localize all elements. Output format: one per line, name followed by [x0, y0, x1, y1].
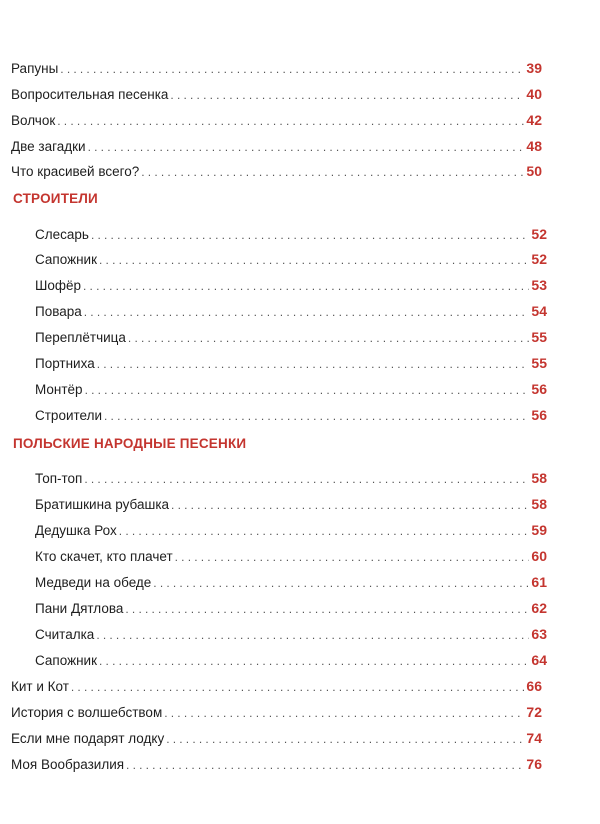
section-heading-builders[interactable]: СТРОИТЕЛИ: [13, 191, 98, 206]
toc-entry[interactable]: [35, 405, 547, 425]
dot-leader: [128, 328, 530, 348]
toc-entry-page: 54: [531, 303, 547, 319]
dot-leader: [153, 573, 529, 593]
toc-entry-title: Кто скачет, кто плачет: [35, 549, 173, 564]
dot-leader: [57, 111, 524, 131]
toc-entry[interactable]: [35, 301, 547, 321]
toc-entry-title: Слесарь: [35, 227, 89, 242]
dot-leader: [97, 354, 530, 374]
toc-entry[interactable]: [11, 58, 542, 78]
toc-entry[interactable]: [35, 379, 547, 399]
toc-entry-title: Считалка: [35, 627, 95, 642]
toc-entry-page: 66: [526, 678, 542, 694]
toc-entry-title: Переплётчица: [35, 330, 126, 345]
dot-leader: [104, 406, 529, 426]
toc-entry-page: 55: [531, 355, 547, 371]
toc-entry[interactable]: [35, 353, 547, 373]
toc-entry-page: 72: [526, 704, 542, 720]
toc-entry-title: Братишкина рубашка: [35, 497, 170, 512]
toc-entry-title: Что красивей всего?: [11, 164, 140, 179]
toc-entry-page: 39: [526, 60, 542, 76]
toc-entry-page: 60: [531, 548, 547, 564]
toc-entry-title: Моя Вообразилия: [11, 757, 125, 772]
toc-entry[interactable]: [35, 275, 547, 295]
toc-entry[interactable]: [35, 520, 547, 540]
toc-entry-title: Дедушка Рох: [35, 523, 117, 538]
toc-entry[interactable]: [35, 572, 547, 592]
dot-leader: [96, 625, 529, 645]
toc-entry-title: Повара: [35, 304, 82, 319]
toc-entry-page: 50: [526, 163, 542, 179]
toc-entry-title: Топ-топ: [35, 471, 83, 486]
toc-entry-title: Медведи на обеде: [35, 575, 152, 590]
toc-entry[interactable]: [35, 624, 547, 644]
dot-leader: [141, 162, 524, 182]
toc-entry-title: Рапуны: [11, 61, 59, 76]
dot-leader: [83, 276, 529, 296]
toc-entry[interactable]: [11, 728, 542, 748]
toc-entry-page: 58: [531, 470, 547, 486]
toc-entry-page: 48: [526, 138, 542, 154]
toc-entry[interactable]: [11, 110, 542, 130]
dot-leader: [91, 225, 529, 245]
toc-entry-page: 55: [531, 329, 547, 345]
toc-entry[interactable]: [35, 327, 547, 347]
toc-entry-title: История с волшебством: [11, 705, 163, 720]
toc-entry-page: 59: [531, 522, 547, 538]
dot-leader: [164, 703, 524, 723]
toc-entry[interactable]: [11, 136, 542, 156]
toc-entry-title: Волчок: [11, 113, 56, 128]
toc-entry-page: 74: [526, 730, 542, 746]
toc-entry-title: Строители: [35, 408, 102, 423]
toc-entry-page: 61: [531, 574, 547, 590]
toc-entry[interactable]: [11, 676, 542, 696]
toc-entry[interactable]: [35, 249, 547, 269]
toc-entry-title: Кит и Кот: [11, 679, 69, 694]
toc-entry-title: Если мне подарят лодку: [11, 731, 165, 746]
toc-entry-page: 53: [531, 277, 547, 293]
toc-entry[interactable]: [11, 754, 542, 774]
toc-entry-title: Две загадки: [11, 139, 86, 154]
toc-entry[interactable]: [11, 702, 542, 722]
dot-leader: [60, 59, 524, 79]
dot-leader: [170, 85, 524, 105]
toc-entry-page: 64: [531, 652, 547, 668]
dot-leader: [171, 495, 529, 515]
dot-leader: [84, 469, 529, 489]
dot-leader: [126, 755, 524, 775]
toc-entry-title: Портниха: [35, 356, 95, 371]
dot-leader: [125, 599, 529, 619]
dot-leader: [99, 651, 529, 671]
toc-entry-page: 62: [531, 600, 547, 616]
toc-entry[interactable]: [35, 494, 547, 514]
toc-entry[interactable]: [35, 468, 547, 488]
toc-entry[interactable]: [35, 224, 547, 244]
toc-entry[interactable]: [11, 161, 542, 181]
toc-entry-page: 52: [531, 251, 547, 267]
toc-entry-title: Монтёр: [35, 382, 83, 397]
toc-entry-page: 58: [531, 496, 547, 512]
dot-leader: [166, 729, 524, 749]
dot-leader: [84, 302, 530, 322]
toc-entry-title: Шофёр: [35, 278, 82, 293]
dot-leader: [175, 547, 530, 567]
toc-entry-title: Вопросительная песенка: [11, 87, 169, 102]
toc-entry-page: 40: [526, 86, 542, 102]
dot-leader: [85, 380, 530, 400]
toc-entry-page: 42: [526, 112, 542, 128]
toc-entry[interactable]: [35, 546, 547, 566]
dot-leader: [88, 137, 525, 157]
toc-entry-page: 76: [526, 756, 542, 772]
toc-entry-title: Сапожник: [35, 653, 98, 668]
toc-entry[interactable]: [11, 84, 542, 104]
dot-leader: [71, 677, 525, 697]
dot-leader: [119, 521, 530, 541]
toc-entry-page: 52: [531, 226, 547, 242]
toc-entry-page: 63: [531, 626, 547, 642]
dot-leader: [99, 250, 529, 270]
toc-entry-page: 56: [531, 407, 547, 423]
toc-entry-title: Пани Дятлова: [35, 601, 124, 616]
section-heading-polish-songs[interactable]: ПОЛЬСКИЕ НАРОДНЫЕ ПЕСЕНКИ: [13, 436, 247, 451]
toc-entry[interactable]: [35, 650, 547, 670]
toc-entry-page: 56: [531, 381, 547, 397]
toc-entry-title: Сапожник: [35, 252, 98, 267]
toc-entry[interactable]: [35, 598, 547, 618]
